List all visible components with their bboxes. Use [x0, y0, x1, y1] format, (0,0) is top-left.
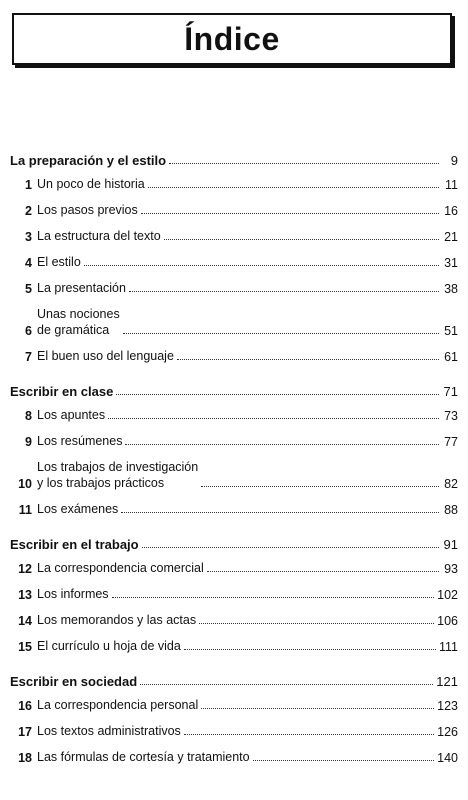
toc-entry[interactable]: [10, 697, 458, 713]
page-number: 88: [444, 503, 458, 517]
chapter-number: 17: [18, 725, 32, 739]
page-number: 91: [443, 537, 458, 552]
chapter-number: 7: [25, 350, 32, 364]
dot-leader: [201, 708, 434, 709]
toc-entry[interactable]: [10, 254, 458, 270]
toc-entry[interactable]: [10, 586, 458, 602]
dot-leader: [169, 163, 439, 164]
dot-leader: [84, 265, 439, 266]
dot-leader: [141, 213, 439, 214]
toc-section: [10, 671, 458, 765]
toc-entry[interactable]: [10, 348, 458, 364]
page-number: 16: [444, 204, 458, 218]
chapter-number: 10: [18, 477, 32, 491]
dot-leader: [140, 684, 433, 685]
toc-section: [10, 534, 458, 654]
dot-leader: [116, 394, 439, 395]
chapter-title: [37, 586, 109, 602]
chapter-title: [37, 280, 126, 296]
dot-leader: [207, 571, 439, 572]
page-title: Índice: [184, 20, 280, 57]
chapter-title-line: Un poco de historia: [37, 177, 145, 191]
section-heading[interactable]: [10, 534, 458, 552]
chapter-number: 15: [18, 640, 32, 654]
chapter-number: 6: [25, 324, 32, 338]
page-number: 77: [444, 435, 458, 449]
toc-entry[interactable]: [10, 459, 458, 491]
page-number: 126: [437, 725, 458, 739]
chapter-title-line: La estructura del texto: [37, 229, 161, 243]
dot-leader: [142, 547, 439, 548]
toc-entry[interactable]: [10, 638, 458, 654]
chapter-title-line: Los pasos previos: [37, 203, 138, 217]
chapter-title-line: Los informes: [37, 587, 109, 601]
section-title: Escribir en el trabajo: [10, 537, 139, 552]
page-number: 106: [437, 614, 458, 628]
toc-entry[interactable]: [10, 501, 458, 517]
chapter-title: [37, 176, 145, 192]
chapter-number: 8: [25, 409, 32, 423]
chapter-number: 11: [18, 503, 32, 517]
chapter-title-line: Los exámenes: [37, 502, 119, 516]
toc-entry[interactable]: [10, 306, 458, 338]
chapter-title-line: Los memorandos y las actas: [37, 613, 197, 627]
page-number: 82: [444, 477, 458, 491]
chapter-number: 16: [18, 699, 32, 713]
chapter-number: 12: [18, 562, 32, 576]
chapter-title-line: Los textos administrativos: [37, 724, 181, 738]
dot-leader: [199, 623, 434, 624]
page-number: 102: [437, 588, 458, 602]
page-number: 31: [444, 256, 458, 270]
page-number: 11: [445, 178, 458, 192]
chapter-title-line: y los trabajos prácticos: [37, 476, 165, 490]
chapter-title: [37, 306, 120, 338]
toc-entry[interactable]: [10, 202, 458, 218]
chapter-title-line: El currículo u hoja de vida: [37, 639, 181, 653]
page-number: 38: [444, 282, 458, 296]
toc-section: [10, 381, 458, 517]
chapter-title: [37, 560, 204, 576]
chapter-title: [37, 501, 118, 517]
dot-leader: [184, 649, 436, 650]
chapter-title: [37, 723, 181, 739]
section-heading[interactable]: [10, 671, 458, 689]
page-number: 9: [450, 153, 458, 168]
dot-leader: [164, 239, 439, 240]
page-number: 111: [438, 640, 458, 654]
toc-entry[interactable]: [10, 560, 458, 576]
chapter-title: [37, 228, 161, 244]
dot-leader: [184, 734, 434, 735]
chapter-title-line: Los trabajos de investigación: [37, 460, 199, 474]
dot-leader: [121, 512, 439, 513]
chapter-title-line: de gramática: [37, 323, 110, 337]
chapter-number: 4: [25, 256, 32, 270]
chapter-title: [37, 348, 174, 364]
page-number: 71: [443, 384, 458, 399]
chapter-number: 14: [18, 614, 32, 628]
chapter-title-line: El buen uso del lenguaje: [37, 349, 174, 363]
toc-entry[interactable]: [10, 612, 458, 628]
chapter-title-line: Los resúmenes: [37, 434, 123, 448]
chapter-number: 18: [18, 751, 32, 765]
section-title: Escribir en clase: [10, 384, 114, 399]
page-number: 123: [437, 699, 458, 713]
chapter-title: [37, 612, 196, 628]
dot-leader: [129, 291, 439, 292]
chapter-title-line: La correspondencia comercial: [37, 561, 204, 575]
toc-section: [10, 150, 458, 364]
chapter-title: [37, 254, 81, 270]
chapter-title-line: La presentación: [37, 281, 126, 295]
chapter-number: 1: [25, 178, 32, 192]
toc-entry[interactable]: [10, 723, 458, 739]
section-title: Escribir en sociedad: [10, 674, 138, 689]
chapter-number: 5: [25, 282, 32, 296]
chapter-title: [37, 638, 181, 654]
page-number: 61: [444, 350, 458, 364]
chapter-title: [37, 697, 198, 713]
toc-entry[interactable]: [10, 749, 458, 765]
dot-leader: [123, 333, 439, 334]
chapter-title: [37, 407, 105, 423]
dot-leader: [253, 760, 435, 761]
table-of-contents: [10, 150, 458, 782]
chapter-number: 9: [25, 435, 32, 449]
chapter-title-line: Los apuntes: [37, 408, 106, 422]
toc-entry[interactable]: [10, 228, 458, 244]
chapter-title: [37, 749, 250, 765]
chapter-title: [37, 433, 122, 449]
page-number: 140: [437, 751, 458, 765]
section-heading[interactable]: [10, 150, 458, 168]
toc-entry[interactable]: [10, 176, 458, 192]
dot-leader: [108, 418, 439, 419]
page-number: 21: [444, 230, 458, 244]
dot-leader: [112, 597, 435, 598]
chapter-number: 2: [25, 204, 32, 218]
chapter-number: 13: [18, 588, 32, 602]
chapter-title: [37, 202, 138, 218]
chapter-title: [37, 459, 198, 491]
dot-leader: [201, 486, 439, 487]
chapter-number: 3: [25, 230, 32, 244]
dot-leader: [125, 444, 439, 445]
dot-leader: [148, 187, 439, 188]
chapter-title-line: La correspondencia personal: [37, 698, 199, 712]
page-number: 93: [444, 562, 458, 576]
dot-leader: [177, 359, 439, 360]
page-number: 51: [444, 324, 458, 338]
page-number: 121: [436, 674, 458, 689]
chapter-title-line: El estilo: [37, 255, 81, 269]
title-box: [12, 13, 452, 65]
section-title: La preparación y el estilo: [10, 153, 167, 168]
page-number: 73: [444, 409, 458, 423]
chapter-title-line: Las fórmulas de cortesía y tratamiento: [37, 750, 250, 764]
toc-entry[interactable]: [10, 407, 458, 423]
chapter-title-line: Unas nociones: [37, 307, 120, 321]
section-heading[interactable]: [10, 381, 458, 399]
toc-entry[interactable]: [10, 280, 458, 296]
toc-entry[interactable]: [10, 433, 458, 449]
